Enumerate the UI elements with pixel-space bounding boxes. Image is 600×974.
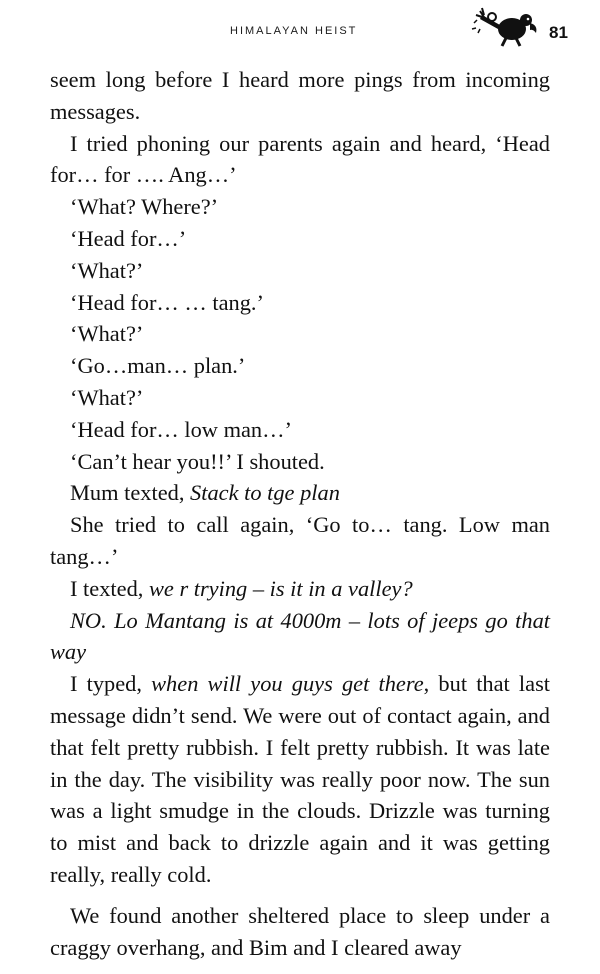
text-message-line (50, 477, 550, 509)
page-number: 81 (549, 23, 568, 42)
dialogue-line: ‘What?’ (70, 321, 144, 347)
narration: , but that last message didn’t send. We were out of contact again, and that felt pretty rubbish. I felt pretty rubbish. It was late in the day. The visibility was really poor now. The sun was a light smudge in the clouds. Drizzle was turning to mist and back to drizzle again and it was getting really, really cold. (50, 671, 551, 887)
text-message: NO. Lo Mantang is at 4000m – lots of jeeps go that way (50, 607, 550, 665)
dialogue-line: ‘Can’t hear you!!’ I shouted. (70, 448, 325, 474)
text-message: Stack to tge plan (190, 480, 340, 506)
narration: Mum texted, (70, 480, 191, 506)
paragraph: I tried phoning our parents again and heard, ‘Head for… for …. Ang…’ (50, 130, 550, 188)
paragraph: She tried to call again, ‘Go to… tang. Low man tang…’ (50, 512, 550, 569)
dialogue-line: ‘What?’ (70, 384, 144, 410)
text-message-line (50, 573, 550, 605)
paragraph: We found another sheltered place to sleep under a craggy overhang, and Bim and I cleared away (50, 902, 550, 960)
narration: I typed, (70, 671, 152, 697)
narration: I texted, (70, 575, 149, 601)
chapter-text (50, 64, 550, 963)
text-message: we r trying – is it in a valley? (148, 575, 413, 601)
dialogue-line: ‘Head for… low man…’ (70, 416, 292, 442)
dialogue-line: ‘Go…man… plan.’ (70, 353, 246, 379)
text-message: when will you guys get there (151, 671, 424, 697)
yeti-emblem-icon (470, 3, 542, 47)
dialogue-line: ‘What?’ (70, 257, 144, 283)
page-header (0, 0, 600, 60)
running-head: HIMALAYAN HEIST (230, 25, 358, 37)
paragraph: seem long before I heard more pings from incoming messages. (50, 67, 550, 124)
dialogue-line: ‘Head for… … tang.’ (70, 289, 264, 315)
dialogue-line: ‘Head for…’ (70, 225, 187, 251)
paragraph (50, 668, 550, 891)
dialogue-line: ‘What? Where?’ (70, 194, 219, 220)
